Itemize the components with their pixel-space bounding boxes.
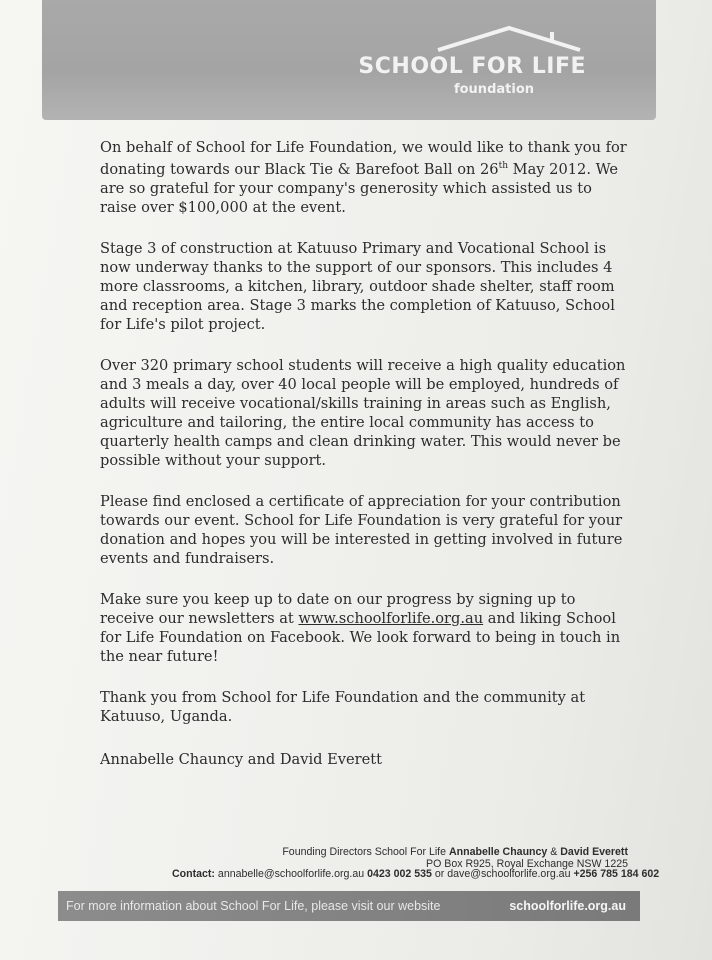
- school-for-life-logo: [358, 26, 586, 104]
- phone-annabelle: 0423 002 535: [367, 868, 432, 880]
- paragraph-closing: Thank you from School for Life Foundation and the community at Katuuso, Uganda.: [100, 688, 586, 725]
- footer-bar-text: For more information about School For Life, please visit our website: [66, 899, 441, 913]
- paragraph-construction: Stage 3 of construction at Katuuso Primary and Vocational School is now underway thanks to the support of our sponsors. This includes 4 more classrooms, a kitchen, library, outdoor shade shelter, staff room and reception area. Stage 3 marks the completion of Katuuso, School for Life's pilot project.: [100, 239, 615, 333]
- footer-address-block: [282, 846, 628, 870]
- contact-line: Contact: annabelle@schoolforlife.org.au 0423 002 535 or dave@schoolforlife.org.au +256 785 184 602: [172, 868, 660, 880]
- logo-wordmark: SCHOOL FOR LIFE: [358, 54, 586, 79]
- letter-body: [100, 138, 630, 791]
- email-annabelle[interactable]: annabelle@schoolforlife.org.au: [217, 868, 365, 880]
- phone-dave: +256 785 184 602: [573, 868, 660, 880]
- logo-subtitle: foundation: [453, 82, 534, 97]
- signature-names: Annabelle Chauncy and David Everett: [100, 750, 382, 768]
- paragraph-thanks: On behalf of School for Life Foundation, we would like to thank you for donating towards our Black Tie & Barefoot Ball on 26th May 2012. We are so grateful for your company's generosity which assisted us to raise over $100,000 at the event.: [100, 139, 627, 216]
- paragraph-impact: Over 320 primary school students will receive a high quality education and 3 meals a day, over 40 local people will be employed, hundreds of adults will receive vocational/skills training in areas such as English, agriculture and tailoring, the entire local community has access to quarterly health camps and clean drinking water. This would never be possible without your support.: [100, 356, 626, 469]
- footer-bar: [58, 891, 640, 921]
- founding-directors-line: Founding Directors School For Life Annabelle Chauncy & David Everett: [282, 846, 628, 858]
- email-dave[interactable]: dave@schoolforlife.org.au: [447, 868, 571, 880]
- roof-icon: [434, 24, 584, 54]
- footer-website[interactable]: schoolforlife.org.au: [509, 899, 626, 913]
- website-link[interactable]: www.schoolforlife.org.au: [298, 609, 484, 627]
- paragraph-certificate: Please find enclosed a certificate of appreciation for your contribution towards our event. School for Life Foundation is very grateful for your donation and hopes you will be interested in getting involved in future events and fundraisers.: [100, 492, 623, 567]
- letterhead-band: [42, 0, 656, 120]
- postal-address: PO Box R925, Royal Exchange NSW 1225: [426, 858, 628, 870]
- paragraph-newsletter: Make sure you keep up to date on our progress by signing up to receive our newsletters at www.schoolforlife.org.au and liking School for Life Foundation on Facebook. We look forward to being in touch in the near future!: [100, 590, 621, 665]
